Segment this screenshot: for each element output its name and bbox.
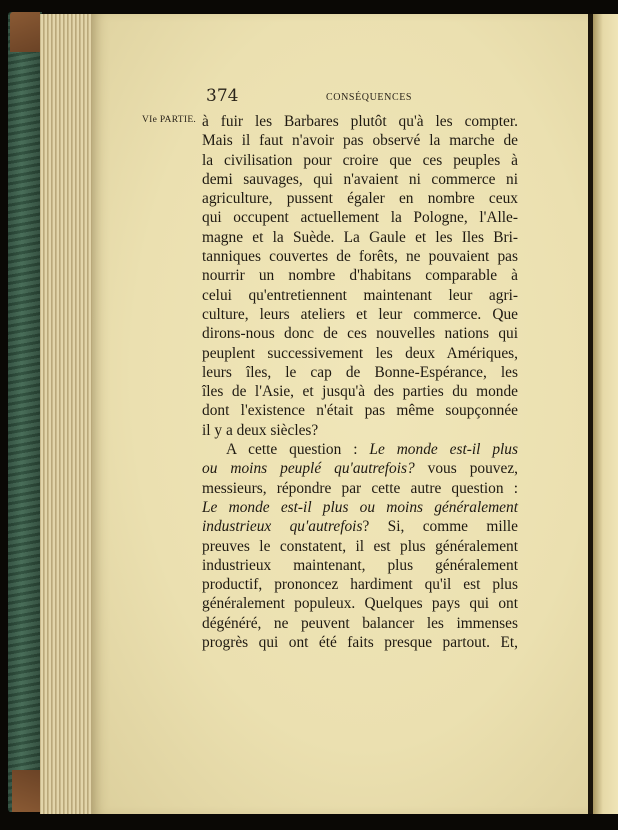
- text-line: nourrir un nombre d'habitans comparable à: [202, 267, 518, 285]
- marbled-cover: [8, 12, 42, 812]
- text-line: tanniques couvertes de forêts, ne pouvaient pas: [202, 248, 518, 266]
- text-line: îles de l'Asie, et jusqu'à des parties du monde: [202, 383, 518, 401]
- text-line: magne et la Suède. La Gaule et les Iles Bri-: [202, 228, 518, 246]
- text-line: messieurs, répondre par cette autre question :: [202, 479, 518, 497]
- text-line: qui occupent actuellement la Pologne, l'Alle-: [202, 209, 518, 227]
- text-line: ou moins peuplé qu'autrefois? vous pouvez,: [202, 460, 519, 478]
- italic-text: Le monde est-il plus: [369, 441, 518, 459]
- leather-corner-top: [10, 12, 40, 52]
- text-line: preuves le constatent, il est plus généralement: [202, 537, 518, 555]
- text-line: A cette question : Le monde est-il plus: [226, 441, 518, 459]
- text-line: demi sauvages, qui n'avaient ni commerce ni: [202, 170, 518, 188]
- page-number: 374: [206, 86, 239, 106]
- text-line: il y a deux siècles?: [202, 421, 319, 439]
- text-line: agriculture, pussent égaler en nombre ceux: [202, 190, 518, 208]
- page-edges: [40, 14, 92, 814]
- facing-page-edge: [593, 14, 618, 814]
- text-line: industrieux maintenant, plus généralement: [202, 556, 518, 574]
- italic-text: ou moins peuplé qu'autrefois?: [202, 460, 415, 478]
- margin-note: VIe PARTIE.: [142, 115, 197, 125]
- text-line: dégénéré, ne peuvent balancer les immenses: [202, 614, 518, 632]
- leather-corner-bottom: [12, 770, 40, 812]
- running-head: CONSÉQUENCES: [326, 92, 413, 103]
- text-line: généralement populeux. Quelques pays qui ont: [202, 595, 518, 613]
- text-line: la civilisation pour croire que ces peuples à: [202, 151, 518, 169]
- text-line: industrieux qu'autrefois? Si, comme mille: [202, 518, 518, 536]
- text-line: culture, leurs ateliers et leur commerce. Que: [202, 305, 518, 323]
- text-line: Mais il faut n'avoir pas observé la marche de: [202, 132, 518, 150]
- text-line: progrès qui ont été faits presque partout. Et,: [202, 634, 518, 652]
- italic-text: industrieux qu'autrefois: [202, 518, 363, 536]
- text-line: [202, 498, 518, 517]
- body-text: [202, 112, 518, 652]
- text-line: dont l'existence n'était pas même soupçonnée: [202, 402, 518, 420]
- text-line: à fuir les Barbares plutôt qu'à les compter.: [202, 113, 518, 130]
- text-line: leurs îles, le cap de Bonne-Espérance, les: [202, 363, 518, 381]
- italic-text: Le monde est-il plus ou moins généralement: [202, 498, 518, 516]
- text-line: peuplent successivement les deux Amériques,: [202, 344, 518, 362]
- text-line: dirons-nous donc de ces nouvelles nations qui: [202, 325, 518, 343]
- text-line: celui qu'entretiennent maintenant leur agri-: [202, 286, 518, 304]
- text-line: productif, prononcez hardiment qu'il est plus: [202, 576, 518, 594]
